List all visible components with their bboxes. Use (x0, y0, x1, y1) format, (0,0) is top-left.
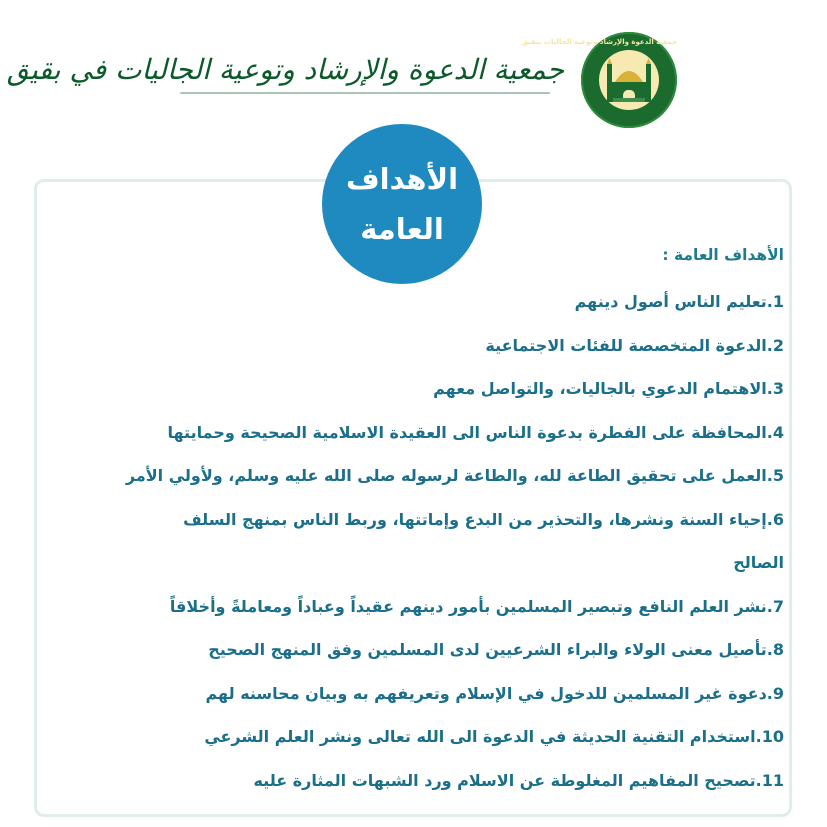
goal-number: 5. (766, 466, 784, 485)
logo-inner (599, 50, 659, 110)
goal-number: 10. (755, 727, 784, 746)
list-item (40, 324, 784, 368)
goal-text: الاهتمام الدعوي بالجاليات، والتواصل معهم (433, 379, 767, 398)
list-item (40, 759, 784, 803)
list-item (40, 498, 784, 542)
logo-ring-text: جمعية الدعوة والإرشاد وتوعية الجاليات ببقيق (521, 38, 677, 46)
goals-list (40, 280, 784, 802)
goal-text: تأصيل معنى الولاء والبراء الشرعيين لدى المسلمين وفق المنهج الصحيح (208, 640, 767, 659)
list-item (40, 411, 784, 455)
goal-number: 7. (766, 596, 784, 616)
list-item (40, 585, 784, 629)
list-item (40, 454, 784, 498)
goal-text: دعوة غير المسلمين للدخول في الإسلام وتعريفهم به وبيان محاسنه لهم (205, 683, 767, 703)
goal-number: 11. (755, 770, 784, 790)
goal-number: 8. (766, 640, 784, 659)
goal-text: استخدام التقنية الحديثة في الدعوة الى الله تعالى ونشر العلم الشرعي (204, 727, 756, 746)
goal-text: نشر العلم النافع وتبصير المسلمين بأمور دينهم عقيداً وعباداً ومعاملةً وأخلاقاً (169, 596, 767, 616)
list-item (40, 280, 784, 324)
badge-line-1: الأهداف (345, 162, 459, 196)
goal-text: تعليم الناس أصول دينهم (574, 292, 767, 311)
goal-number: 4. (766, 422, 784, 442)
goal-number: 1. (766, 292, 784, 311)
list-item (40, 715, 784, 759)
goal-number: 2. (766, 335, 784, 355)
goal-number: 3. (766, 379, 784, 398)
list-item (40, 628, 784, 672)
goal-text: المحافظة على الفطرة بدعوة الناس الى العقيدة الاسلامية الصحيحة وحمايتها (167, 422, 767, 442)
goal-text: تصحيح المفاهيم المغلوطة عن الاسلام ورد الشبهات المثارة عليه (253, 770, 756, 790)
list-title: الأهداف العامة : (662, 246, 784, 264)
goal-text: الدعوة المتخصصة للفئات الاجتماعية (485, 335, 767, 355)
badge-line-2: العامة (360, 212, 444, 246)
goal-number: 9. (766, 683, 784, 703)
goal-text: إحياء السنة ونشرها، والتحذير من البدع وإماتتها، وربط الناس بمنهج السلف (183, 509, 767, 529)
organization-logo (521, 32, 677, 128)
list-item (40, 672, 784, 716)
goal-number: 6. (766, 509, 784, 529)
organization-name-calligraphy: جمعية الدعوة والإرشاد وتوعية الجاليات في بقيق (6, 53, 564, 86)
goal-text: الصالح (733, 553, 784, 572)
calligraphy-underline (180, 92, 550, 94)
list-item-continuation (40, 541, 784, 585)
goal-text: العمل على تحقيق الطاعة لله، والطاعة لرسوله صلى الله عليه وسلم، ولأولي الأمر (125, 466, 767, 485)
list-item (40, 367, 784, 411)
mosque-icon (599, 50, 659, 110)
